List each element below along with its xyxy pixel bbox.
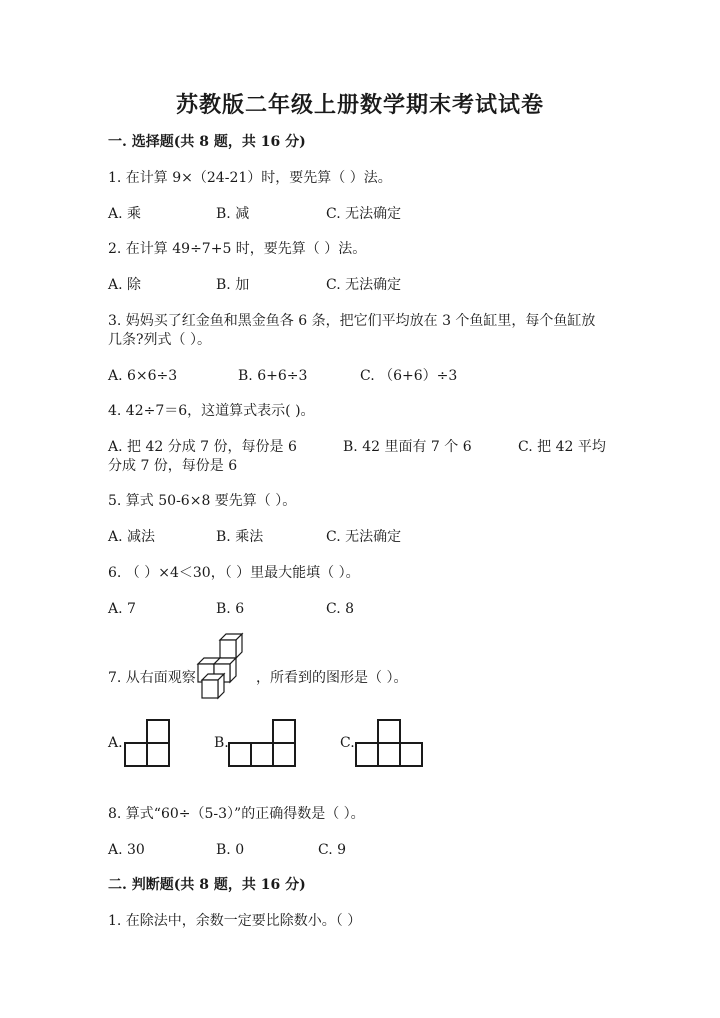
question-1: 1. 在计算 9×（24-21）时，要先算（ ）法。 xyxy=(108,170,392,186)
q6-option-a: A. 7 xyxy=(108,601,136,617)
question-7-after-figure: ，所看到的图形是（ ）。 xyxy=(256,670,408,686)
q7-option-a-label: A. xyxy=(108,735,123,751)
q8-option-b: B. 0 xyxy=(216,842,245,858)
q4-option-c: C. 把 42 平均 xyxy=(518,439,606,455)
q7-option-c-shape xyxy=(355,719,423,767)
question-3-line-2: 几条?列式（ ）。 xyxy=(108,332,211,348)
q3-option-c: C. （6+6）÷3 xyxy=(360,368,458,384)
question-7-before-figure: 7. 从右面观察 xyxy=(108,670,196,686)
q7-option-b-shape xyxy=(228,719,296,767)
q3-option-b: B. 6+6÷3 xyxy=(238,368,308,384)
question-6: 6. （ ）×4＜30，（ ）里最大能填（ ）。 xyxy=(108,565,360,581)
cube-stack-figure xyxy=(194,634,254,704)
question-5: 5. 算式 50-6×8 要先算（ ）。 xyxy=(108,493,297,509)
q3-option-a: A. 6×6÷3 xyxy=(108,368,178,384)
question-3-line-1: 3. 妈妈买了红金鱼和黑金鱼各 6 条，把它们平均放在 3 个鱼缸里，每个鱼缸放 xyxy=(108,313,596,329)
q7-option-c-label: C. xyxy=(340,735,355,751)
page-title: 苏教版二年级上册数学期末考试试卷 xyxy=(175,92,544,118)
q7-option-a-shape xyxy=(124,719,170,767)
question-2: 2. 在计算 49÷7+5 时，要先算（ ）法。 xyxy=(108,241,367,257)
judgement-question-1: 1. 在除法中，余数一定要比除数小。（ ） xyxy=(108,913,362,929)
q4-option-c-continued: 分成 7 份，每份是 6 xyxy=(108,458,238,474)
q1-option-a: A. 乘 xyxy=(108,206,142,222)
section-heading-judgement: 二. 判断题(共 8 题，共 16 分) xyxy=(108,877,306,893)
q8-option-a: A. 30 xyxy=(108,842,145,858)
question-4: 4. 42÷7＝6，这道算式表示( )。 xyxy=(108,403,315,419)
section-heading-choice: 一. 选择题(共 8 题，共 16 分) xyxy=(108,134,306,150)
q6-option-b: B. 6 xyxy=(216,601,245,617)
q4-option-a: A. 把 42 分成 7 份，每份是 6 xyxy=(108,439,297,455)
q2-option-c: C. 无法确定 xyxy=(326,277,402,293)
q8-option-c: C. 9 xyxy=(318,842,347,858)
q5-option-c: C. 无法确定 xyxy=(326,529,402,545)
q1-option-b: B. 减 xyxy=(216,206,250,222)
q4-option-b: B. 42 里面有 7 个 6 xyxy=(343,439,472,455)
q1-option-c: C. 无法确定 xyxy=(326,206,402,222)
q5-option-a: A. 减法 xyxy=(108,529,156,545)
question-8: 8. 算式“60÷（5-3）”的正确得数是（ ）。 xyxy=(108,806,365,822)
q2-option-a: A. 除 xyxy=(108,277,142,293)
q5-option-b: B. 乘法 xyxy=(216,529,264,545)
q7-option-b-label: B. xyxy=(214,735,229,751)
q6-option-c: C. 8 xyxy=(326,601,355,617)
q2-option-b: B. 加 xyxy=(216,277,250,293)
